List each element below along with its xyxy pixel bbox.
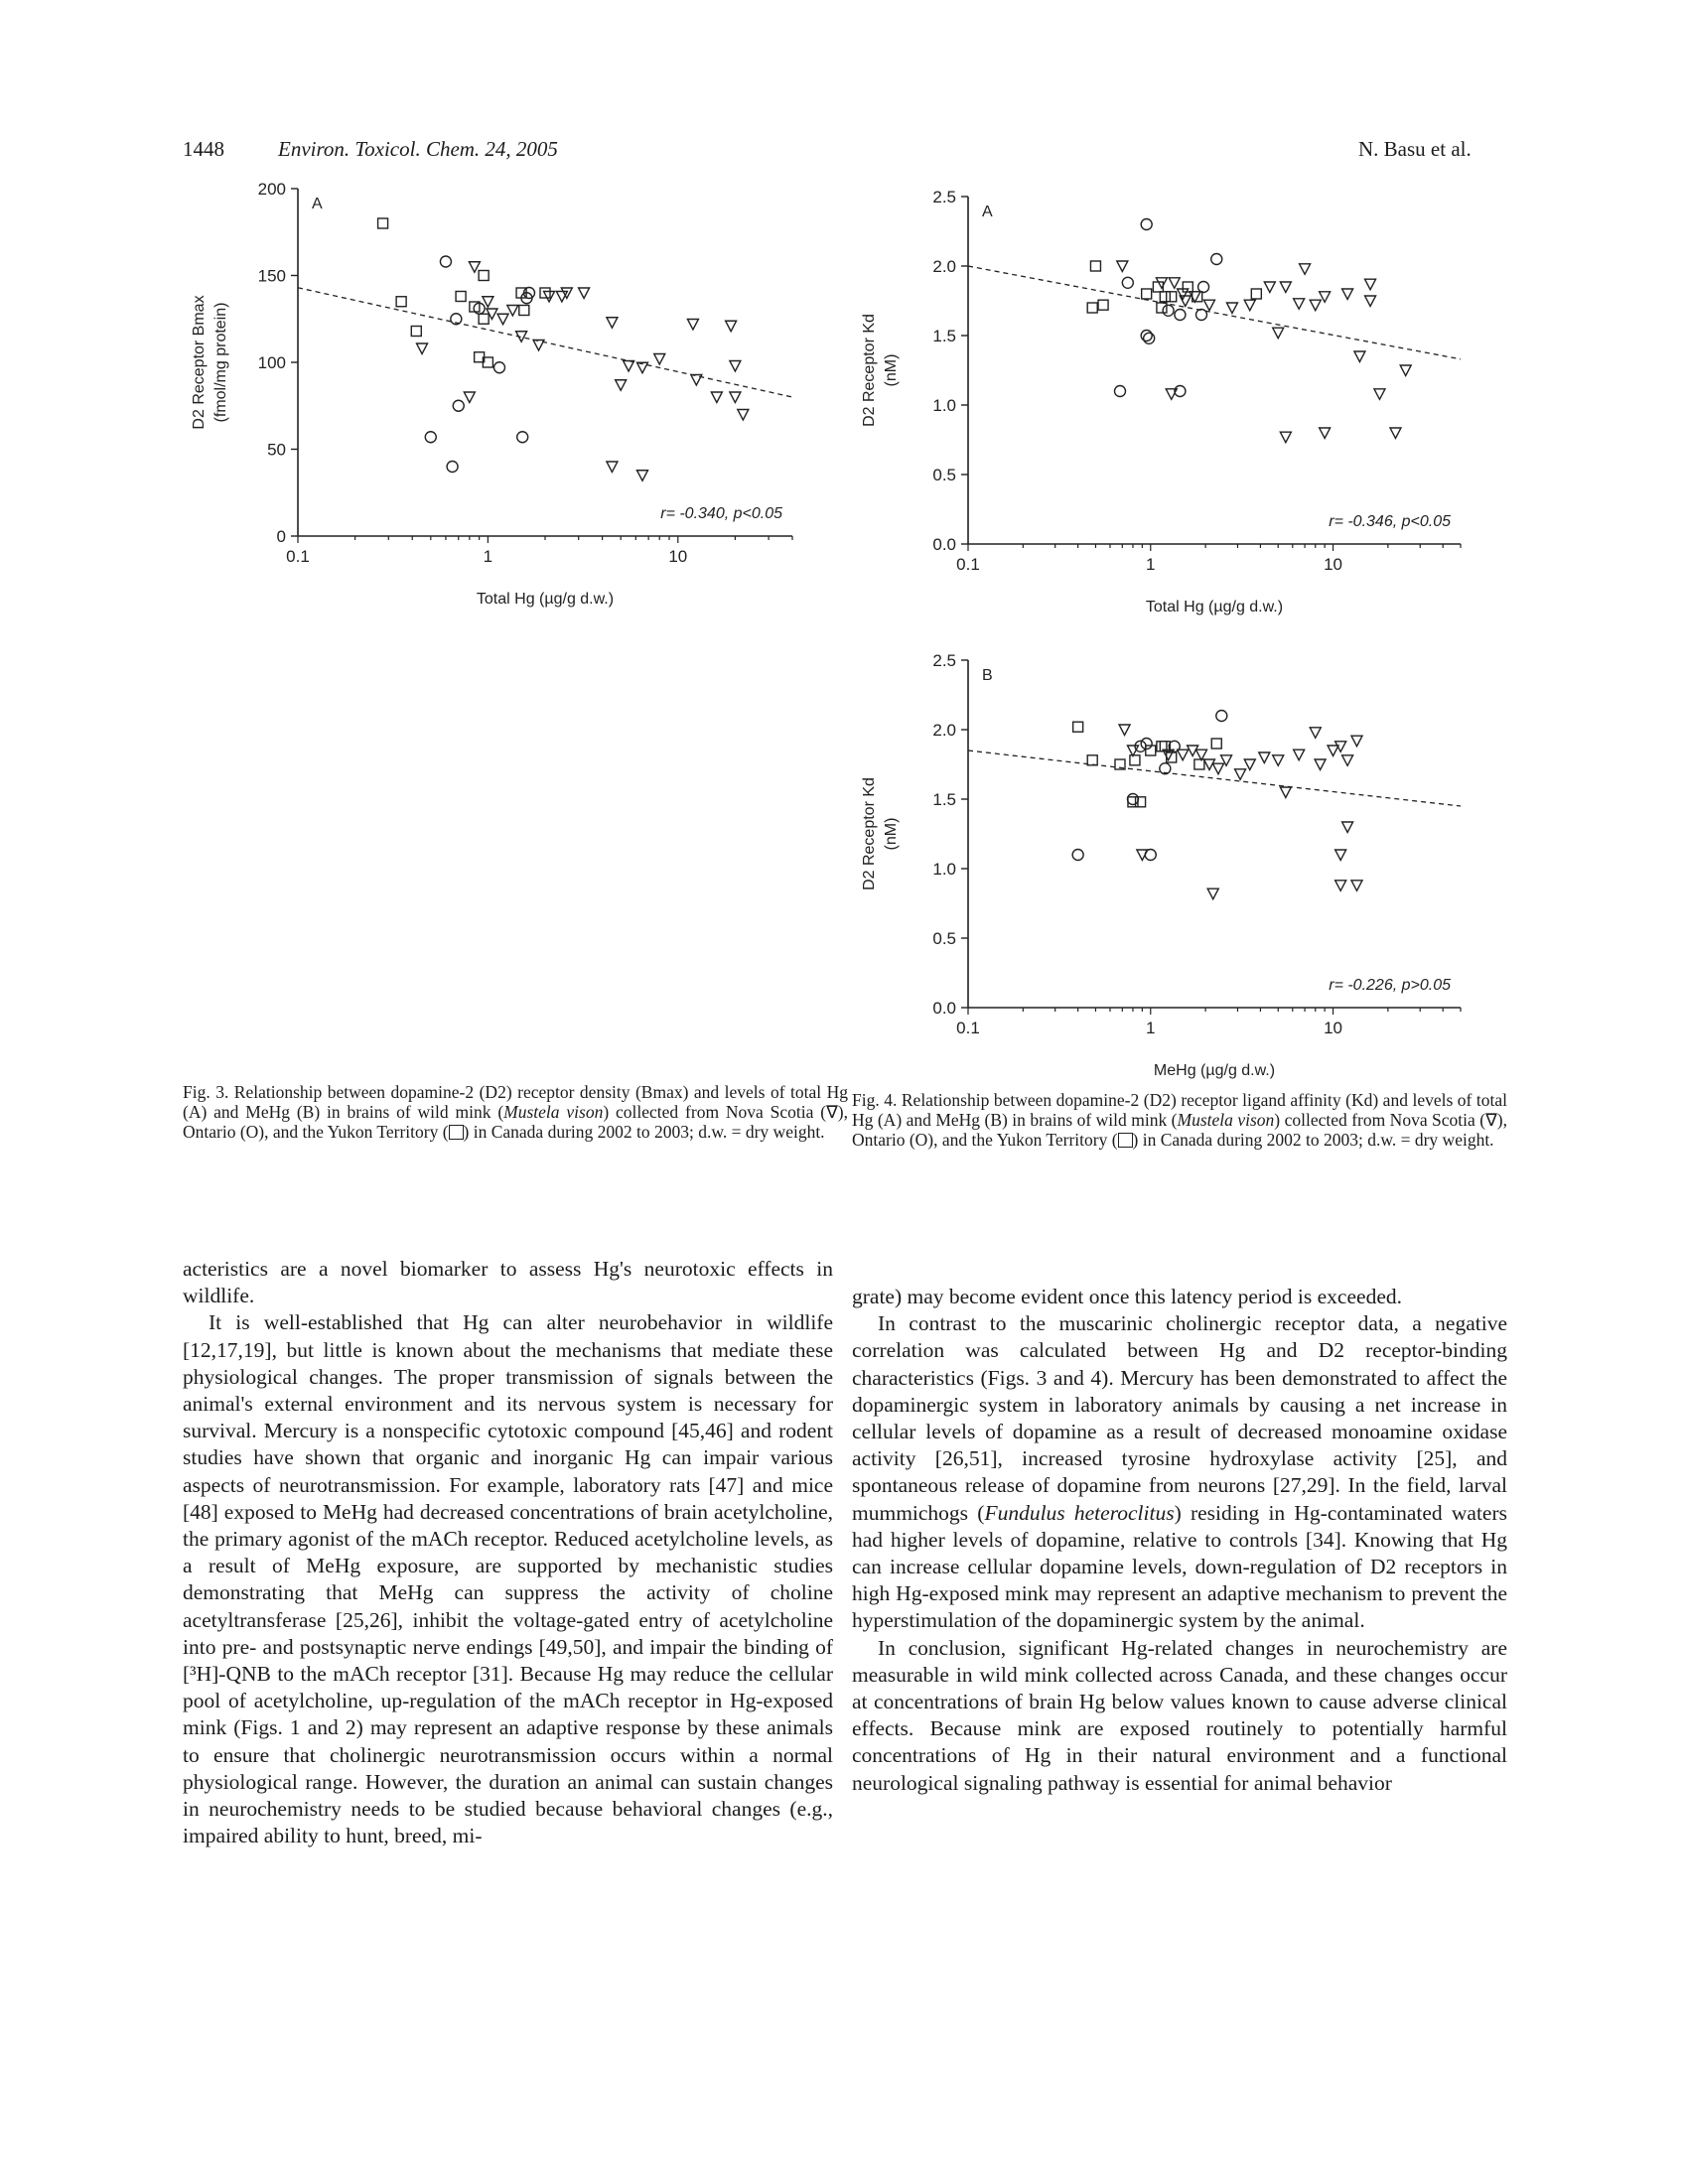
triangle-point bbox=[1203, 300, 1214, 311]
triangle-point bbox=[1342, 289, 1353, 300]
fig4b-svg bbox=[834, 642, 1489, 1109]
fig4-caption-species: Mustela vison bbox=[1177, 1110, 1275, 1130]
panel-label: A bbox=[312, 196, 323, 212]
triangle-point bbox=[1365, 296, 1376, 307]
x-tick-label: 10 bbox=[668, 547, 688, 566]
triangle-point bbox=[636, 471, 647, 481]
triangle-point bbox=[1280, 787, 1291, 798]
y-tick-label: 50 bbox=[267, 440, 286, 460]
triangle-point bbox=[1335, 850, 1346, 861]
running-author: N. Basu et al. bbox=[1358, 137, 1472, 161]
circle-point bbox=[447, 462, 458, 473]
fig3-caption-pre: Fig. 3. Relationship between dopamine-2 (D2) receptor density (Bmax) and levels of total Hg (A) and MeHg (B) in brains of wild mink ( bbox=[183, 1082, 848, 1122]
triangle-point bbox=[464, 392, 475, 403]
y-tick-label: 2.0 bbox=[932, 257, 956, 276]
triangle-point bbox=[1365, 279, 1376, 290]
fig3-caption-mid: ) collected from Nova Scotia (∇), Ontario (O), and the Yukon Territory ( bbox=[183, 1102, 848, 1142]
fig3b-chart bbox=[169, 633, 804, 1090]
fig3a-svg bbox=[169, 177, 804, 633]
circle-point bbox=[440, 256, 451, 267]
fig3a-chart bbox=[169, 177, 804, 633]
y-axis-label: D2 Receptor Kd bbox=[861, 314, 878, 427]
fig4-caption-mid: ) collected from Nova Scotia (∇), Ontario (O), and the Yukon Territory ( bbox=[852, 1110, 1507, 1150]
square-point bbox=[1167, 292, 1177, 302]
y-tick-label: 1.0 bbox=[932, 860, 956, 879]
right-paragraph-2 bbox=[852, 1310, 1507, 1634]
triangle-point bbox=[1310, 300, 1321, 311]
square-point bbox=[1251, 289, 1261, 299]
x-axis-label: Total Hg (µg/g d.w.) bbox=[1145, 599, 1284, 615]
square-point bbox=[1090, 261, 1100, 271]
x-tick-label: 1 bbox=[1146, 1019, 1156, 1037]
triangle-point bbox=[1156, 278, 1167, 289]
circle-point bbox=[1163, 305, 1174, 316]
fig3-caption bbox=[183, 1082, 848, 1142]
right-paragraph-2-species: Fundulus heteroclitus bbox=[984, 1500, 1175, 1525]
triangle-point bbox=[1244, 300, 1255, 311]
left-paragraph-1: acteristics are a novel biomarker to assess Hg's neurotoxic effects in wildlife. bbox=[183, 1257, 833, 1308]
square-point bbox=[1098, 300, 1108, 310]
panel-label: A bbox=[982, 204, 993, 220]
circle-point bbox=[1114, 386, 1125, 397]
square-point bbox=[1211, 739, 1221, 749]
y-axis-unit-label: (fmol/mg protein) bbox=[212, 302, 229, 423]
square-point bbox=[519, 306, 529, 316]
right-paragraph-3: In conclusion, significant Hg-related changes in neurochemistry are measurable in wild mink collected across Canada, and these changes occur at concentrations of brain Hg below values known to cause adverse clinical effects. Because mink are exposed routinely to potentially harmful concentrations of Hg in their natural environment and a functional neurological signaling pathway is essential for animal behavior bbox=[852, 1635, 1507, 1795]
triangle-point bbox=[1400, 365, 1411, 376]
triangle-point bbox=[1294, 299, 1305, 310]
fig4-caption bbox=[852, 1090, 1507, 1150]
triangle-point bbox=[1244, 759, 1255, 770]
triangle-point bbox=[1119, 725, 1130, 736]
square-point bbox=[479, 314, 489, 324]
fig3b-svg bbox=[169, 633, 804, 1090]
y-axis-label: D2 Receptor Kd bbox=[861, 777, 878, 890]
triangle-point bbox=[1342, 822, 1353, 833]
circle-point bbox=[1122, 277, 1133, 288]
x-tick-label: 0.1 bbox=[956, 555, 980, 574]
trend-line bbox=[968, 266, 1461, 359]
circle-point bbox=[1141, 331, 1152, 341]
triangle-point bbox=[616, 380, 627, 391]
fig3-caption-post: ) in Canada during 2002 to 2003; d.w. = dry weight. bbox=[463, 1122, 825, 1142]
page-number: 1448 bbox=[183, 137, 224, 161]
triangle-point bbox=[730, 361, 741, 372]
x-axis-label: MeHg (µg/g d.w.) bbox=[1153, 1062, 1276, 1079]
right-paragraph-2-b: ) residing in Hg-contaminated waters had higher levels of dopamine, relative to controls [34]. Knowing that Hg can increase cellular dopamine levels, down-regulation of D2 receptors in high Hg-exposed mink may represent an adaptive mechanism to prevent the hyperstimulation of the dopaminergic system by the animal. bbox=[852, 1500, 1507, 1633]
circle-point bbox=[453, 400, 464, 411]
square-point bbox=[1130, 755, 1140, 765]
journal-citation: Environ. Toxicol. Chem. 24, 2005 bbox=[278, 137, 558, 161]
triangle-point bbox=[607, 318, 618, 329]
square-point bbox=[479, 271, 489, 281]
triangle-point bbox=[1354, 351, 1365, 362]
circle-point bbox=[1144, 333, 1155, 343]
triangle-point bbox=[1117, 261, 1128, 272]
triangle-point bbox=[1273, 755, 1284, 766]
left-text-column bbox=[183, 1256, 833, 1849]
square-point bbox=[1087, 755, 1097, 765]
circle-point bbox=[1196, 310, 1207, 321]
y-tick-label: 2.0 bbox=[932, 721, 956, 740]
triangle-point bbox=[1300, 264, 1311, 275]
triangle-point bbox=[497, 314, 508, 325]
y-tick-label: 0.0 bbox=[932, 535, 956, 554]
triangle-point bbox=[1178, 750, 1189, 760]
y-axis-unit-label: (nM) bbox=[883, 817, 900, 851]
y-tick-label: 150 bbox=[257, 266, 286, 286]
square-point bbox=[411, 327, 421, 337]
x-tick-label: 10 bbox=[1324, 1019, 1343, 1037]
triangle-point bbox=[1342, 755, 1353, 766]
y-tick-label: 200 bbox=[257, 180, 286, 199]
triangle-point bbox=[1351, 736, 1362, 747]
square-point bbox=[1194, 759, 1204, 769]
triangle-point bbox=[624, 361, 634, 372]
triangle-point bbox=[1259, 752, 1270, 763]
triangle-point bbox=[544, 292, 555, 303]
x-tick-label: 1 bbox=[1146, 555, 1156, 574]
triangle-point bbox=[1390, 428, 1401, 439]
triangle-point bbox=[1280, 282, 1291, 293]
triangle-point bbox=[1226, 303, 1237, 314]
square-point bbox=[1157, 303, 1167, 313]
right-paragraph-2-a: In contrast to the muscarinic cholinergic receptor data, a negative correlation was calculated between Hg and D2 receptor-binding characteristics (Figs. 3 and 4). Mercury has been demonstrated to affect the dopaminergic system in laboratory animals by causing a net increase in cellular levels of dopamine as a result of decreased monoamine oxidase activity [26,51], increased tyrosine hydroxylase activity [25], and spontaneous release of dopamine from neurons [27,29]. In the field, larval mummichogs ( bbox=[852, 1311, 1507, 1525]
y-tick-label: 0 bbox=[276, 527, 286, 546]
square-point bbox=[1087, 303, 1097, 313]
circle-point bbox=[1216, 711, 1227, 722]
y-tick-label: 2.5 bbox=[932, 188, 956, 206]
y-tick-label: 0.5 bbox=[932, 466, 956, 484]
circle-point bbox=[425, 432, 436, 443]
triangle-point bbox=[1328, 746, 1338, 756]
triangle-point bbox=[1294, 750, 1305, 760]
square-point bbox=[396, 297, 406, 307]
triangle-point bbox=[1273, 328, 1284, 339]
circle-point bbox=[1141, 219, 1152, 230]
x-tick-label: 0.1 bbox=[956, 1019, 980, 1037]
x-axis-label: Total Hg (µg/g d.w.) bbox=[476, 591, 615, 608]
triangle-point bbox=[1315, 759, 1326, 770]
triangle-point bbox=[1351, 881, 1362, 891]
triangle-point bbox=[711, 392, 722, 403]
x-tick-label: 0.1 bbox=[286, 547, 310, 566]
square-legend-icon bbox=[449, 1125, 464, 1140]
triangle-point bbox=[654, 354, 665, 365]
y-tick-label: 0.0 bbox=[932, 999, 956, 1018]
right-paragraph-1: grate) may become evident once this latency period is exceeded. bbox=[852, 1285, 1402, 1308]
stat-annotation: r= -0.346, p<0.05 bbox=[1329, 513, 1451, 530]
triangle-point bbox=[1169, 278, 1180, 289]
triangle-point bbox=[579, 288, 590, 299]
circle-point bbox=[1072, 850, 1083, 861]
fig4b-chart bbox=[834, 642, 1489, 1109]
square-point bbox=[378, 218, 388, 228]
square-point bbox=[456, 292, 466, 302]
triangle-point bbox=[1320, 428, 1331, 439]
circle-point bbox=[1211, 254, 1222, 265]
y-tick-label: 0.5 bbox=[932, 929, 956, 948]
triangle-point bbox=[1264, 282, 1275, 293]
circle-point bbox=[517, 432, 528, 443]
triangle-point bbox=[1335, 881, 1346, 891]
triangle-point bbox=[1235, 769, 1246, 780]
x-tick-label: 10 bbox=[1324, 555, 1343, 574]
y-tick-label: 1.5 bbox=[932, 327, 956, 345]
square-point bbox=[1160, 292, 1170, 302]
stat-annotation: r= -0.226, p>0.05 bbox=[1329, 977, 1451, 994]
triangle-point bbox=[687, 320, 698, 331]
right-text-column bbox=[852, 1284, 1507, 1797]
triangle-point bbox=[1196, 750, 1207, 760]
y-tick-label: 1.0 bbox=[932, 396, 956, 415]
square-point bbox=[1128, 797, 1138, 807]
triangle-point bbox=[1212, 763, 1223, 774]
fig4a-chart bbox=[834, 179, 1489, 645]
triangle-point bbox=[738, 410, 749, 421]
y-tick-label: 100 bbox=[257, 353, 286, 372]
stat-annotation: r= -0.340, p<0.05 bbox=[660, 505, 782, 522]
y-tick-label: 1.5 bbox=[932, 790, 956, 809]
left-paragraph-2: It is well-established that Hg can alter neurobehavior in wildlife [12,17,19], but little is known about the mechanisms that mediate these physiological changes. The proper transmission of signals between the animal's external environment and its nervous system is necessary for survival. Mercury is a nonspecific cytotoxic compound [45,46] and rodent studies have shown that organic and inorganic Hg can impair various aspects of neurotransmission. For example, laboratory rats [47] and mice [48] exposed to MeHg had decreased concentrations of brain acetylcholine, the primary agonist of the mACh receptor. Reduced acetylcholine levels, as a result of MeHg exposure, are supported by mechanistic studies demonstrating that MeHg can suppress the activity of choline acetyltransferase [25,26], inhibit the voltage-gated entry of acetylcholine into pre- and postsynaptic nerve endings [49,50], and impair the binding of [³H]-QNB to the mACh receptor [31]. Because Hg may reduce the cellular pool of acetylcholine, up-regulation of the mACh receptor in Hg-exposed mink (Figs. 1 and 2) may represent an adaptive response by these animals to ensure that cholinergic neurotransmission occurs within a normal physiological range. However, the duration an animal can sustain changes in neurochemistry needs to be studied because behavioral changes (e.g., impaired ability to hunt, breed, mi- bbox=[183, 1310, 833, 1848]
square-point bbox=[1073, 722, 1083, 732]
triangle-point bbox=[607, 462, 618, 473]
circle-point bbox=[1175, 310, 1186, 321]
y-tick-label: 2.5 bbox=[932, 651, 956, 670]
circle-point bbox=[494, 362, 505, 373]
triangle-point bbox=[417, 343, 428, 354]
triangle-point bbox=[1280, 432, 1291, 443]
triangle-point bbox=[726, 321, 737, 332]
trend-line bbox=[298, 288, 792, 397]
triangle-point bbox=[1374, 389, 1385, 400]
circle-point bbox=[1127, 794, 1138, 805]
panel-label: B bbox=[982, 667, 993, 684]
triangle-point bbox=[730, 392, 741, 403]
y-axis-unit-label: (nM) bbox=[883, 353, 900, 387]
fig4-caption-pre: Fig. 4. Relationship between dopamine-2 (D2) receptor ligand affinity (Kd) and levels of total Hg (A) and MeHg (B) in brains of wild mink ( bbox=[852, 1090, 1507, 1130]
y-axis-label: D2 Receptor Bmax bbox=[191, 295, 208, 430]
fig4a-svg bbox=[834, 179, 1489, 645]
x-tick-label: 1 bbox=[483, 547, 493, 566]
square-legend-icon bbox=[1118, 1133, 1133, 1148]
circle-point bbox=[1198, 282, 1209, 293]
square-point bbox=[1142, 289, 1152, 299]
fig4-caption-post: ) in Canada during 2002 to 2003; d.w. = dry weight. bbox=[1132, 1130, 1494, 1150]
triangle-point bbox=[1207, 888, 1218, 899]
fig3-caption-species: Mustela vison bbox=[503, 1102, 604, 1122]
triangle-point bbox=[1310, 728, 1321, 739]
triangle-point bbox=[1190, 292, 1200, 303]
